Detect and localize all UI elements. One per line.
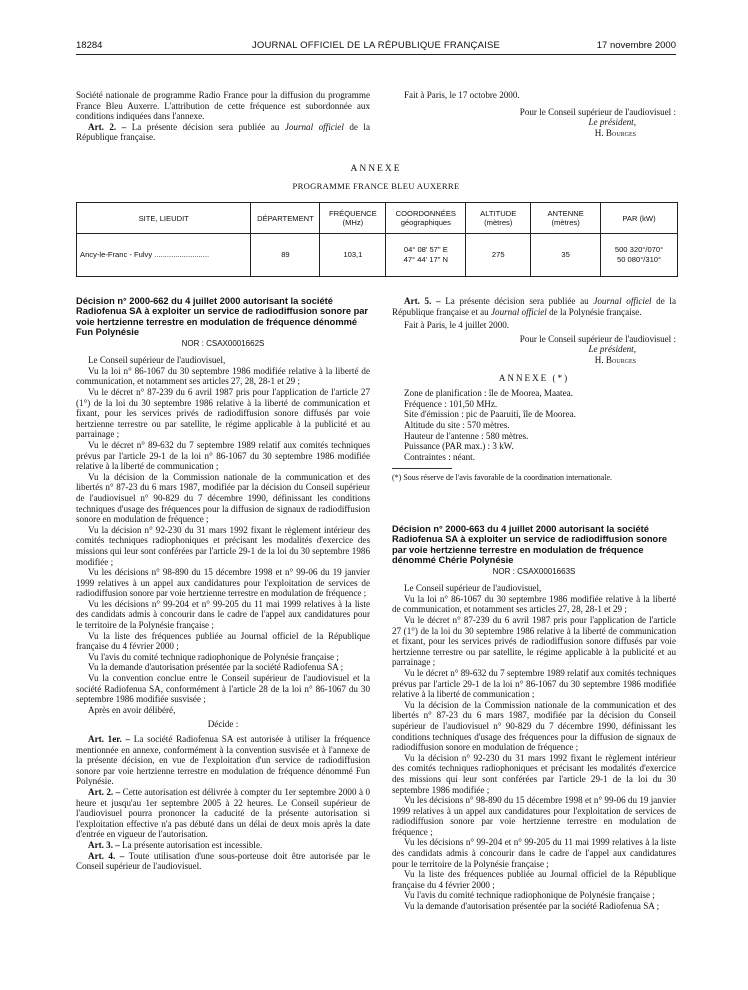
signature-surname: Bourges <box>605 127 636 138</box>
signature-initial: H. <box>594 354 606 365</box>
col-header-antenne <box>531 203 601 234</box>
article-text: La présente décision sera publiée au <box>440 296 594 306</box>
cell-coordonnees <box>386 234 466 277</box>
article-label: Art. 2. – <box>88 121 127 132</box>
article-label: Art. 1er. – <box>88 734 131 744</box>
article-1 <box>76 734 370 787</box>
annexe-line: Contraintes : néant. <box>404 451 475 462</box>
header-unit: (MHz) <box>342 218 364 227</box>
paragraph: Vu les décisions n° 99-204 et n° 99-205 du 11 mai 1999 relatives à la liste des candidats admis à concourir dans le cadre de l'appel aux candidatures pour le territoire de la Polynésie française ; <box>76 598 370 631</box>
paragraph: Vu le décret n° 89-632 du 7 septembre 1989 relatif aux comités techniques prévus par l'article 29-1 de la loi n° 86-1067 du 30 septembre 1986 modifiée relative à la liberté de communication ; <box>392 667 676 700</box>
article-5 <box>392 296 676 317</box>
annexe-heading: ANNEXE (*) <box>498 372 570 383</box>
decision-heading: Décision n° 2000-663 du 4 juillet 2000 autorisant la société Radiofenua SA à exploiter un service de radiodiffusion sonore par voie hertzienne terrestre en modulation de fréquence dénommé Chérie Polynésie <box>392 524 668 566</box>
paragraph: Société nationale de programme Radio France pour la diffusion du programme France Bleu Auxerre. L'attribution de cette fréquence est subordonnée aux conditions indiquées dans l'annexe. <box>76 90 370 122</box>
annexe-line: Altitude du site : 570 mètres. <box>404 419 510 430</box>
paragraph: Vu le décret n° 89-632 du 7 septembre 1989 relatif aux comités techniques prévus par l'article 29-1 de la loi n° 86-1067 du 30 septembre 1986 modifiée relative à la liberté de communication ; <box>76 439 370 472</box>
annexe-line: Site d'émission : pic de Paaruiti, île de Moorea. <box>404 409 576 420</box>
decision-paragraphs <box>76 355 370 715</box>
header-date: 17 novembre 2000 <box>596 40 676 51</box>
table-row <box>77 234 678 277</box>
cell-departement: 89 <box>251 234 320 277</box>
header-unit: (mètres) <box>551 218 580 227</box>
col-header-site: SITE, LIEUDIT <box>77 203 251 234</box>
signature-authority: Pour le Conseil supérieur de l'audiovisuel : <box>519 333 676 344</box>
header-unit: géographiques <box>400 218 451 227</box>
cell-par <box>601 234 678 277</box>
footnote: (*) Sous réserve de l'avis favorable de la coordination internationale. <box>392 473 613 483</box>
page-number: 18284 <box>76 40 103 51</box>
paragraph: Vu les décisions n° 98-890 du 15 décembre 1998 et n° 99-06 du 19 janvier 1999 relatives à un appel aux candidatures pour l'exploitation de services de radiodiffusion sonore par voie hertzienne terrestre en modulation de fréquence ; <box>76 567 370 599</box>
paragraph: Vu le décret n° 87-239 du 6 avril 1987 pris pour l'application de l'article 27 (1°) de la loi du 30 septembre 1986 relative à la liberté de communication et fixant, pour les services privés de radiodiffusion sonore diffusés par voie hertzienne terrestre ou par satellite, le régime applicable à la publicité et au parrainage ; <box>392 615 676 668</box>
paragraph: Vu la loi n° 86-1067 du 30 septembre 1986 modifiée relative à la liberté de communication, et notamment ses articles 27, 28, 28-1 et 29 ; <box>392 593 676 615</box>
col-header-frequence <box>320 203 386 234</box>
cell-site: Ancy-le-Franc - Fulvy .......................... <box>77 234 251 277</box>
decide-heading: Décide : <box>207 719 239 730</box>
signature-date: Fait à Paris, le 4 juillet 2000. <box>404 320 510 331</box>
par-line: 50 080°/310° <box>616 255 662 264</box>
nor-reference: NOR : CSAX0001663S <box>492 566 576 576</box>
signature-title: Le président, <box>588 117 636 128</box>
paragraph: Vu la liste des fréquences publiée au Journal officiel de la République française du 4 février 2000 ; <box>76 630 370 652</box>
journal-title: JOURNAL OFFICIEL DE LA RÉPUBLIQUE FRANÇAISE <box>251 40 501 51</box>
signature-initial: H. <box>594 127 606 138</box>
cell-altitude: 275 <box>466 234 531 277</box>
col-header-departement: DÉPARTEMENT <box>251 203 320 234</box>
paragraph: Vu les décisions n° 98-890 du 15 décembre 1998 et n° 99-06 du 19 janvier 1999 relatives à un appel aux candidatures pour l'exploitation de services de radiodiffusion sonore par voie hertzienne terrestre en modulation de fréquence ; <box>392 795 676 837</box>
header-line: ANTENNE <box>547 209 584 218</box>
decision-heading: Décision n° 2000-662 du 4 juillet 2000 autorisant la société Radiofenua SA à exploiter un service de radiodiffusion sonore par voie hertzienne terrestre en modulation de fréquence dénommé Fun Polynésie <box>76 296 369 338</box>
article-text: La société Radiofenua SA est autorisée à utiliser la fréquence mentionnée en annexe, conformément à la convention susvisée et à l'annexe de la présente décision, en vue de l'exploitation d'un service de radiodiffusion sonore par voie hertzienne terrestre en modulation de fréquence dénommé Fun Polynésie. <box>76 734 371 787</box>
paragraph: Le Conseil supérieur de l'audiovisuel, <box>404 583 542 594</box>
annexe-line: Zone de planification : île de Moorea, Maatea. <box>404 388 573 399</box>
signature-title: Le président, <box>588 344 636 355</box>
article-text: Cette autorisation est délivrée à compter du 1er septembre 2000 à 0 heure et jusqu'au 1er septembre 2005 à 22 heures. Le Conseil supérieur de l'audiovisuel pourra prononcer la caducité de la présente autorisation si l'exploitation effective n'a pas débuté dans un délai de deux mois après la date d'entrée en vigueur de l'autorisation. <box>76 786 371 840</box>
signature-name <box>392 128 676 139</box>
signature-authority: Pour le Conseil supérieur de l'audiovisuel : <box>519 106 676 117</box>
article-4 <box>76 851 370 872</box>
page-header <box>76 38 676 55</box>
paragraph: Vu la demande d'autorisation présentée par la société Radiofenua SA ; <box>404 901 660 912</box>
paragraph: Vu la liste des fréquences publiée au Journal officiel de la République française du 4 février 2000 ; <box>392 869 676 890</box>
article-label: Art. 3. – <box>88 839 120 850</box>
paragraph: Vu l'avis du comité technique radiophonique de Polynésie française ; <box>88 651 339 662</box>
cell-frequence: 103,1 <box>320 234 386 277</box>
coord-latitude: 47° 44' 17" N <box>403 255 448 264</box>
article-label: Art. 2. – <box>88 786 121 797</box>
article-text: La présente décision sera publiée au <box>126 121 285 132</box>
paragraph: Vu la convention conclue entre le Conseil supérieur de l'audiovisuel et la société Radiofenua SA, conformément à l'article 28 de la loi n° 86-1067 du 30 septembre 1986 modifiée susvisée ; <box>76 673 370 705</box>
article-text: de la République française et au <box>392 296 676 317</box>
header-unit: (mètres) <box>484 218 513 227</box>
annexe-line: Fréquence : 101,50 MHz. <box>404 398 498 409</box>
paragraph: Vu la décision n° 92-230 du 31 mars 1992 fixant le règlement intérieur des comités techniques radiophoniques et précisant les modalités d'exercice des missions qui leur sont conférées par l'article 29-1 de la loi du 30 septembre 1986 modifiée ; <box>76 524 370 567</box>
coord-longitude: 04° 08' 57" E <box>403 245 448 254</box>
signature-surname: Bourges <box>605 354 636 365</box>
previous-decision-end <box>76 90 370 143</box>
paragraph: Après en avoir délibéré, <box>88 704 176 715</box>
par-line: 500 320°/070° <box>614 245 664 254</box>
annexe-table <box>76 202 678 277</box>
article-text: de la Polynésie française. <box>546 306 642 317</box>
signature-name <box>392 355 676 366</box>
annexe-title: ANNEXE <box>350 164 402 174</box>
article-label: Art. 5. – <box>404 296 441 306</box>
paragraph: Vu la demande d'autorisation présentée par la société Radiofenua SA ; <box>88 662 344 673</box>
article-2 <box>76 787 370 840</box>
article-text: Toute utilisation d'une sous-porteuse doit être autorisée par le Conseil supérieur de l'audiovisuel. <box>76 850 370 872</box>
signature-date: Fait à Paris, le 17 octobre 2000. <box>404 90 520 100</box>
footnote-separator <box>392 468 452 469</box>
paragraph: Le Conseil supérieur de l'audiovisuel, <box>88 355 226 366</box>
col-header-altitude <box>466 203 531 234</box>
article-3 <box>76 840 370 851</box>
header-line: ALTITUDE <box>480 209 517 218</box>
nor-reference: NOR : CSAX0001662S <box>181 338 265 348</box>
decision-2000-662 <box>76 296 370 872</box>
paragraph: Vu l'avis du comité technique radiophonique de Polynésie française ; <box>404 890 655 901</box>
col-header-coordonnees <box>386 203 466 234</box>
article-text: La présente autorisation est incessible. <box>119 839 263 850</box>
article-label: Art. 4. – <box>88 850 125 861</box>
annexe-line: Hauteur de l'antenne : 580 mètres. <box>404 430 529 441</box>
journal-reference: Journal officiel <box>490 306 547 317</box>
article-text: de la République française. <box>76 121 370 143</box>
signature-block <box>392 90 676 138</box>
annexe-line: Puissance (PAR max.) : 3 kW. <box>404 441 514 452</box>
article-2 <box>76 122 370 143</box>
journal-reference: Journal officiel <box>284 121 344 132</box>
paragraph: Vu la décision de la Commission nationale de la communication et des libertés n° 87-23 du 6 mars 1987, modifiée par la décision du Conseil supérieur de l'audiovisuel n° 90-829 du 7 décembre 1990, définissant les conditions techniques d'usage des fréquences pour la diffusion de signaux de radiodiffusion sonore en modulation de fréquence ; <box>76 471 370 525</box>
cell-antenne: 35 <box>531 234 601 277</box>
col-header-par: PAR (kW) <box>601 203 678 234</box>
paragraph: Vu la décision de la Commission nationale de la communication et des libertés n° 87-23 du 6 mars 1987, modifiée par la décision du Conseil supérieur de l'audiovisuel n° 90-829 du 7 décembre 1990, définissant les conditions techniques d'usage des fréquences pour la diffusion de signaux de radiodiffusion sonore en modulation de fréquence ; <box>392 699 676 753</box>
paragraph: Vu les décisions n° 99-204 et n° 99-205 du 11 mai 1999 relatives à la liste des candidats admis à concourir dans le cadre de l'appel aux candidatures pour le territoire de la Polynésie française ; <box>392 837 676 869</box>
paragraph: Vu la loi n° 86-1067 du 30 septembre 1986 modifiée relative à la liberté de communication, et notamment ses articles 27, 28, 28-1 et 29 ; <box>76 365 370 387</box>
decision-2000-663 <box>392 524 676 912</box>
journal-reference: Journal officiel <box>593 296 652 306</box>
table-header-row <box>77 203 678 234</box>
decision-2000-662-end <box>392 296 676 484</box>
annexe-subtitle: PROGRAMME FRANCE BLEU AUXERRE <box>292 181 460 191</box>
header-line: FRÉQUENCE <box>329 209 377 218</box>
paragraph: Vu le décret n° 87-239 du 6 avril 1987 pris pour l'application de l'article 27 (1°) de la loi du 30 septembre 1986 relative à la liberté de communication et fixant, pour les services privés de radiodiffusion sonore diffusés par voie hertzienne terrestre ou par satellite, le régime applicable à la publicité et au parrainage ; <box>76 387 370 440</box>
header-line: COORDONNÉES <box>395 209 456 218</box>
paragraph: Vu la décision n° 92-230 du 31 mars 1992 fixant le règlement intérieur des comités techniques radiophoniques et précisant les modalités d'exercice des missions qui leur sont conférées par l'article 29-1 de la loi du 30 septembre 1986 modifiée ; <box>392 752 676 795</box>
